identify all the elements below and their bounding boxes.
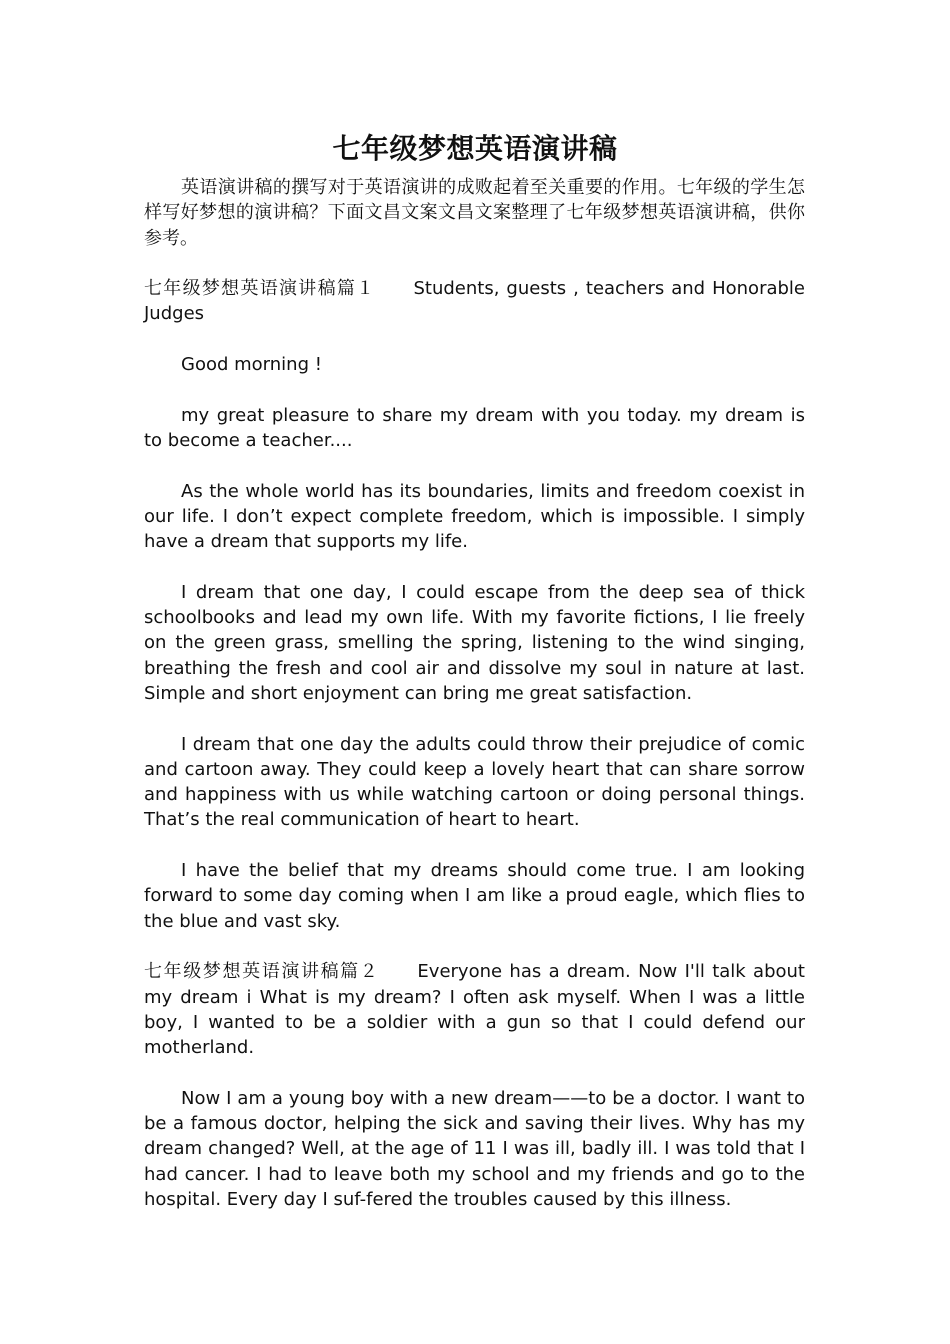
intro-paragraph: 英语演讲稿的撰写对于英语演讲的成败起着至关重要的作用。七年级的学生怎样写好梦想的演讲稿？下面文昌文案文昌文案整理了七年级梦想英语演讲稿，供你参考。 — [144, 177, 805, 249]
section-1-paragraph: I have the belief that my dreams should come true. I am looking forward to some day coming when I am like a proud eagle, which flies to the blue and vast sky. — [144, 860, 805, 932]
section-1-paragraph: As the whole world has its boundaries, limits and freedom coexist in our life. I don’t expect complete freedom, which is impossible. I simply have a dream that supports my life. — [144, 480, 805, 553]
document-body — [144, 175, 805, 1237]
section-1-paragraph: I dream that one day the adults could throw their prejudice of comic and cartoon away. They could keep a lovely heart that can share sorrow and happiness with us while watching cartoon or doing personal things. That’s the real communication of heart to heart. — [144, 733, 805, 831]
section-2-opening — [144, 959, 805, 1060]
section-1-paragraph: I dream that one day, I could escape from the deep sea of thick schoolbooks and lead my own life. With my favorite fictions, I lie freely on the green grass, smelling the spring, listening to the wind singing, breathing the fresh and cool air and dissolve my soul in nature at last. Simple and short enjoyment can bring me great satisfaction. — [144, 581, 805, 704]
document-title: 七年级梦想英语演讲稿 — [332, 132, 618, 165]
section-1-paragraph: Good morning ! — [181, 354, 322, 376]
section-2-opening-text: Everyone has a dream. Now I'll talk about my dream i What is my dream? I often ask myself. When I was a little boy, I wanted to be a soldier with a gun so that I could defend our motherland. — [144, 961, 805, 1059]
section-1-label: 七年级梦想英语演讲稿篇１ — [144, 278, 376, 300]
section-1-opening-text: Students, guests , teachers and Honorable Judges — [144, 278, 806, 325]
section-1-paragraph: my great pleasure to share my dream with you today. my dream is to become a teacher.... — [144, 404, 805, 451]
section-2-label: 七年级梦想英语演讲稿篇２ — [144, 961, 380, 983]
section-1-opening — [144, 276, 805, 327]
section-2-paragraph: Now I am a young boy with a new dream——to be a doctor. I want to be a famous doctor, helping the sick and saving their lives. Why has my dream changed? Well, at the age of 11 I was ill, badly ill. I was told that I had cancer. I had to leave both my school and my friends and go to the hospital. Every day I suf-fered the troubles caused by this illness. — [144, 1087, 805, 1210]
